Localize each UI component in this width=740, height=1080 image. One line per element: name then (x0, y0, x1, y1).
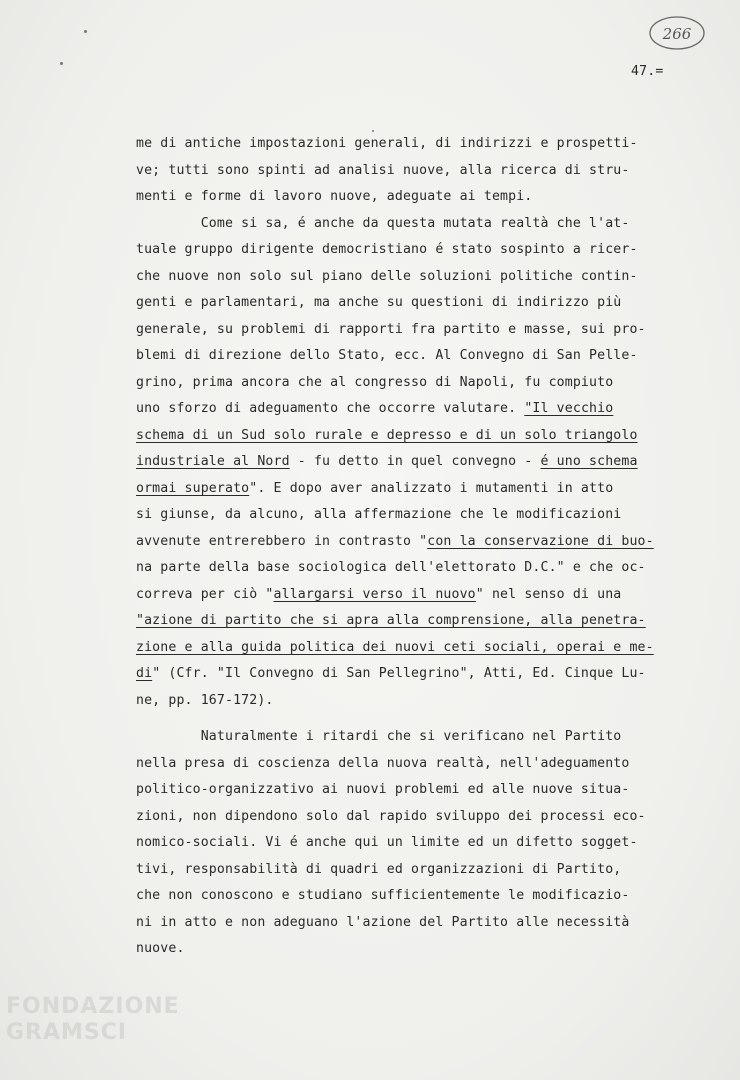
text-line: "azione di partito che si apra alla comprensione, alla penetra- (136, 613, 646, 628)
stamp-number: 266 (662, 25, 692, 43)
text-line: politico-organizzativo ai nuovi problemi ed alle nuove situa- (136, 782, 630, 797)
scan-speck (60, 62, 63, 65)
text-line: genti e parlamentari, ma anche su questioni di indirizzo più (136, 295, 622, 310)
text-line: generale, su problemi di rapporti fra partito e masse, sui pro- (136, 321, 646, 337)
text-line: na parte della base sociologica dell'elettorato D.C." e che oc- (136, 560, 646, 575)
text-line: nella presa di coscienza della nuova realtà, nell'adeguamento (136, 755, 630, 771)
stamp-oval-icon (648, 14, 706, 52)
text-line: zione e alla guida politica dei nuovi ceti sociali, operai e me- (136, 639, 654, 655)
page-number: 47.= (631, 64, 664, 79)
text-line: di" (Cfr. "Il Convegno di San Pellegrino", Atti, Ed. Cinque Lu- (136, 666, 646, 681)
text-line: ormai superato". E dopo aver analizzato i mutamenti in atto (136, 480, 614, 496)
text-line: nuove. (136, 941, 185, 956)
text-line: tuale gruppo dirigente democristiano é stato sospinto a ricer- (136, 242, 638, 257)
text-line: industriale al Nord - fu detto in quel convegno - é uno schema (136, 454, 638, 469)
text-line: che nuove non solo sul piano delle soluzioni politiche contin- (136, 268, 638, 284)
text-line: me di antiche impostazioni generali, di indirizzi e prospetti- (136, 136, 638, 151)
text-line: che non conoscono e studiano sufficientemente le modificazio- (136, 888, 630, 903)
text-line: schema di un Sud solo rurale e depresso e di un solo triangolo (136, 427, 638, 443)
text-line: nomico-sociali. Vi é anche qui un limite ed un difetto sogget- (136, 835, 638, 850)
text-line: Naturalmente i ritardi che si verificano nel Partito (136, 729, 622, 744)
text-line: tivi, responsabilità di quadri ed organizzazioni di Partito, (136, 861, 622, 877)
watermark (6, 994, 180, 1046)
scan-speck (372, 130, 374, 132)
text-line: Come si sa, é anche da questa mutata realtà che l'at- (136, 215, 630, 231)
text-line: menti e forme di lavoro nuove, adeguate ai tempi. (136, 189, 533, 204)
text-line: correva per ciò "allargarsi verso il nuovo" nel senso di una (136, 586, 622, 602)
text-line: ve; tutti sono spinti ad analisi nuove, alla ricerca di stru- (136, 162, 630, 178)
text-line: zioni, non dipendono solo dal rapido sviluppo dei processi eco- (136, 808, 646, 824)
text-line: grino, prima ancora che al congresso di Napoli, fu compiuto (136, 374, 614, 390)
text-line: ne, pp. 167-172). (136, 692, 274, 708)
text-line: blemi di direzione dello Stato, ecc. Al Convegno di San Pelle- (136, 348, 638, 363)
text-line: ni in atto e non adeguano l'azione del Partito alle necessità (136, 914, 630, 930)
text-line: si giunse, da alcuno, alla affermazione che le modificazioni (136, 507, 622, 522)
text-line: avvenute entrerebbero in contrasto "con la conservazione di buo- (136, 533, 654, 549)
paragraph-gap (136, 714, 696, 724)
archive-stamp (648, 14, 706, 52)
watermark-line: FONDAZIONE (6, 994, 180, 1019)
watermark-line: GRAMSCI (6, 1020, 128, 1045)
document-body (136, 131, 696, 963)
text-line: uno sforzo di adeguamento che occorre valutare. "Il vecchio (136, 401, 614, 416)
scan-speck (84, 30, 87, 33)
